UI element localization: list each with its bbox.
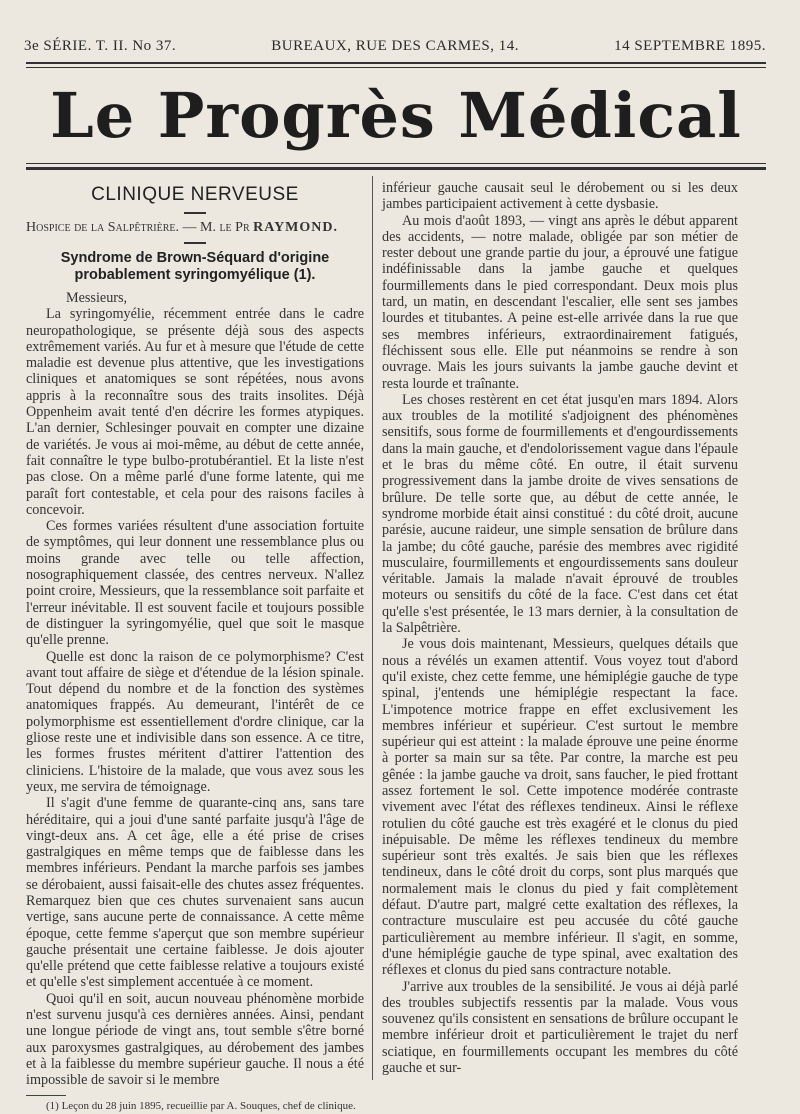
paragraph: inférieur gauche causait seul le dérobement ou si les deux jambes participaient activement à cette dysbasie. bbox=[382, 180, 738, 213]
article-title: Syndrome de Brown-Séquard d'origine probablement syringomyélique (1). bbox=[60, 250, 330, 283]
paragraph: Quelle est donc la raison de ce polymorphisme? C'est avant tout affaire de siège et d'étendue de la lésion spinale. Tout dépend du nombre et de la fonction des systèmes anatomiques frappés. Au demeurant, l'intérêt de ce polymorphisme est essentiellement d'ordre clinique, car la gliose reste une et indivisible dans son essence. A ce titre, les formes frustes méritent d'attirer l'attention des cliniciens. L'histoire de la malade, que vous avez sous les yeux, me servira de témoignage. bbox=[26, 648, 364, 795]
hospice-line bbox=[26, 220, 364, 236]
header-rule-top bbox=[26, 62, 766, 64]
header-rule-thin bbox=[26, 67, 766, 68]
hospice-label: Hospice de la Salpêtrière. — M. le Pr bbox=[26, 220, 250, 235]
paragraph: Quoi qu'il en soit, aucun nouveau phénomène morbide n'est survenu jusqu'à ces dernières années. Ainsi, pendant une longue période de vingt ans, tout semble s'être borné aux paroxysmes gastralgiques, au dérobement des jambes et à la faiblesse du membre supérieur gauche. Il nous a été impossible de savoir si le membre bbox=[26, 990, 364, 1089]
footnote-rule bbox=[26, 1095, 66, 1096]
left-column bbox=[26, 178, 364, 1113]
masthead-rule-thin bbox=[26, 163, 766, 164]
issue-date: 14 SEPTEMBRE 1895. bbox=[614, 38, 766, 54]
office-address: BUREAUX, RUE DES CARMES, 14. bbox=[271, 38, 520, 54]
paragraph: Les choses restèrent en cet état jusqu'en mars 1894. Alors aux troubles de la motilité s'adjoignent des phénomènes sensitifs, sous forme de fourmillements et d'engourdissements dans la main gauche, et d'endolorissement vague dans l'épaule et le bras du même côté. En outre, il était survenu progressivement dans la jambe droite de vives sensations de brûlure. De telle sorte que, au début de cette année, le syndrome morbide était ainsi constitué : du côté droit, aucune parésie, aucune raideur, une simple sensation de brûlure dans la jambe; du côté gauche, parésie des membres avec rigidité musculaire, fourmillements et engourdissements sans douleur véritable. Jamais la malade n'avait éprouvé de troubles moteurs ou sensitifs du côté de la face. C'est dans cet état qu'elle s'est présentée, le 13 mars dernier, à la consultation de la Salpêtrière. bbox=[382, 391, 738, 637]
section-dash bbox=[184, 212, 206, 214]
masthead-title: Le Progrès Médical bbox=[50, 79, 742, 152]
paragraph: Je vous dois maintenant, Messieurs, quelques détails que nous a révélés un examen attentif. Vous voyez tout d'abord qu'il existe, chez cette femme, une hémiplégie gauche de type spinal, j'entends une hémiplégie respectant la face. L'impotence motrice frappe en effet exclusivement les membres inférieur et supérieur. C'est surtout le membre supérieur qui est atteint : la malade éprouve une peine énorme à porter sa main sur sa tête. Par contre, la marche est peu gênée : la jambe gauche va droit, sans faucher, le pied frottant assez fortement le sol. Cette impotence modérée contraste vivement avec l'état des réflexes tendineux. Ainsi le réflexe rotulien du côté gauche est très exagéré et le clonus du pied inépuisable. De même les réflexes tendineux du membre supérieur sont très exaltés. Je sais bien que les réflexes tendineux, dans le côté droit du corps, sont plus marqués que normalement mais le clonus du pied y fait complètement défaut. D'autre part, malgré cette exaltation des réflexes, la contracture musculaire est peu accusée du côté gauche particulièrement au membre inférieur. Il s'agit, en somme, d'une hémiplégie gauche de type spinal, avec exaltation des réflexes et clonus du pied sans contracture notable. bbox=[382, 636, 738, 979]
footnote: (1) Leçon du 28 juin 1895, recueillie par A. Souques, chef de clinique. bbox=[46, 1099, 356, 1112]
professor-name: RAYMOND. bbox=[253, 220, 339, 235]
section-title: CLINIQUE NERVEUSE bbox=[91, 184, 299, 205]
journal-header bbox=[24, 38, 766, 55]
paragraph: Il s'agit d'une femme de quarante-cinq ans, sans tare héréditaire, qui a joui d'une santé parfaite jusqu'à l'âge de vingt-deux ans. A cet âge, elle a été prise de crises gastralgiques en même temps que de faiblesse dans les membres inférieurs. Pendant la marche parfois ses jambes se dérobaient, aussi faisait-elle des chutes assez fréquentes. Remarquez bien que ces chutes survenaient sans aucun vertige, sans aucune perte de connaissance. A cette même époque, cette femme s'aperçut que son membre supérieur gauche présentait une certaine faiblesse. Je dois ajouter qu'elle prétend que cette faiblesse relative a toujours existé et qu'elle s'est simplement accentuée à ce moment. bbox=[26, 795, 364, 991]
paragraph: La syringomyélie, récemment entrée dans le cadre neuropathologique, se présente déjà sous des aspects extrêmement variés. Au fur et à mesure que l'étude de cette maladie est devenue plus attentive, que les investigations cliniques et anatomiques se sont répétées, nous avons appris à la reconnaître sous des traits insolites. Déjà Oppenheim avait tenté d'en décrire les formes atypiques. L'an dernier, Schlesinger pouvait en compter une dizaine de variétés. Je vous ai moi-même, au début de cette année, fait connaître le type bulbo-protubérantiel. Et la liste n'est pas close. On a même parlé d'une forme latente, qui me paraît fort contestable, et cela pour des raisons faciles à concevoir. bbox=[26, 306, 364, 518]
column-separator bbox=[372, 176, 373, 1080]
series-number: 3e SÉRIE. T. II. No 37. bbox=[24, 38, 177, 54]
masthead-rule-thick bbox=[26, 167, 766, 170]
salutation: Messieurs, bbox=[66, 290, 128, 306]
paragraph: Au mois d'août 1893, — vingt ans après le début apparent des accidents, — notre malade, obligée par son métier de rester debout une grande partie du jour, a éprouvé une fatigue indéfinissable dans la jambe gauche et quelques fourmillements dans le pied correspondant. Deux mois plus tard, un matin, en descendant l'escalier, elle sent ses jambes lourdes et titubantes. A peine est-elle arrivée dans la rue que ses membres inférieurs, extraordinairement fatigués, fléchissent sous elle. Elle put néanmoins se rendre à son ouvrage. Mais les jours suivants la jambe gauche devint et resta lourde et traînante. bbox=[382, 212, 738, 392]
paragraph: J'arrive aux troubles de la sensibilité. Je vous ai déjà parlé des troubles subjectifs ressentis par la malade. Vous vous souvenez qu'ils consistent en sensations de brûlure occupant le membre inférieur droit et particulièrement le trajet du nerf sciatique, en fourmillements occupant les membres du côté gauche et sur- bbox=[382, 978, 738, 1077]
right-column bbox=[382, 180, 738, 1076]
hospice-dash bbox=[184, 242, 206, 244]
paragraph: Ces formes variées résultent d'une association fortuite de symptômes, qui leur donnent une ressemblance plus ou moins grande avec telle ou telle affection, nosographiquement classée, des centres nerveux. N'allez point croire, Messieurs, que la ressemblance soit parfaite et l'erreur inévitable. Il est souvent facile et toujours possible de distinguer la syringomyélie, quel que soit le masque qu'elle prenne. bbox=[26, 518, 364, 649]
